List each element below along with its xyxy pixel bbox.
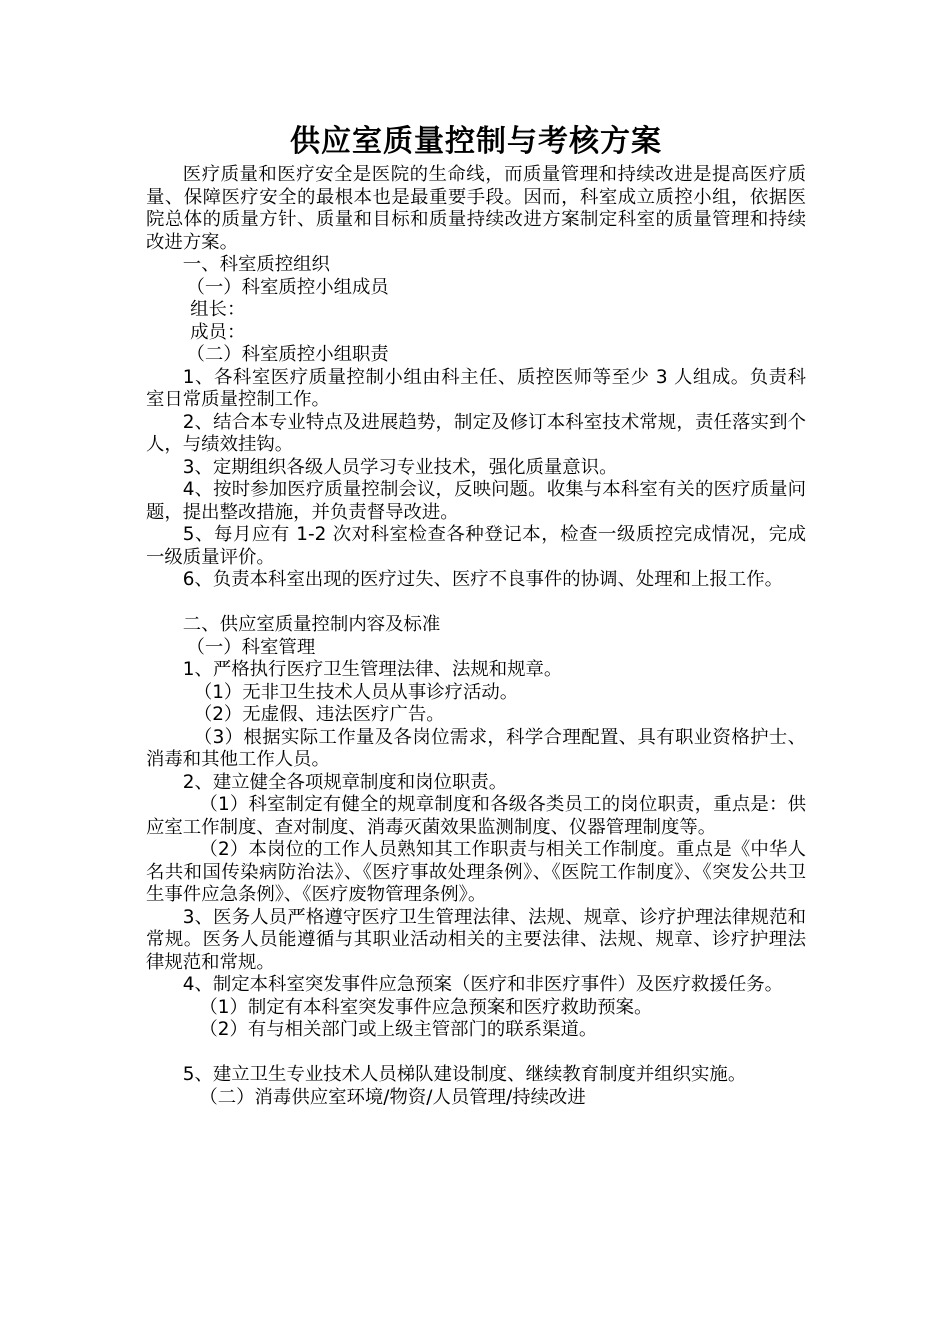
intro-paragraph: 医疗质量和医疗安全是医院的生命线，而质量管理和持续改进是提高医疗质量、保障医疗安全的最根本也是最重要手段。因而，科室成立质控小组，依据医院总体的质量方针、质量和目标和质量持续改进方案制定科室的质量管理和持续改进方案。 [146,164,806,253]
list-item: 4、按时参加医疗质量控制会议，反映问题。收集与本科室有关的医疗质量问题，提出整改措施，并负责督导改进。 [146,479,806,523]
list-item: 1、严格执行医疗卫生管理法律、法规和规章。 [182,659,563,680]
list-item: 6、负责本科室出现的医疗过失、医疗不良事件的协调、处理和上报工作。 [182,569,783,590]
group-leader-label: 组长： [190,299,246,320]
list-item: 5、每月应有 1-2 次对科室检查各种登记本，检查一级质控完成情况，完成一级质量评价。 [146,524,806,568]
sub-list-item: （2）本岗位的工作人员熟知其工作职责与相关工作制度。重点是《中华人名共和国传染病防治法》、《医疗事故处理条例》、《医院工作制度》、《突发公共卫生事件应急条例》、《医疗废物管理条例》。 [146,839,806,905]
sub-list-item: （3）根据实际工作量及各岗位需求，科学合理配置、具有职业资格护士、消毒和其他工作人员。 [146,726,806,770]
blank-line [146,592,806,615]
sub-list-item: （1）无非卫生技术人员从事诊疗活动。 [193,681,519,703]
list-item: 2、结合本专业特点及进展趋势，制定及修订本科室技术常规，责任落实到个人，与绩效挂钩。 [146,411,806,455]
list-item: 2、建立健全各项规章制度和岗位职责。 [182,771,508,793]
sub-list-item: （1）制定有本科室突发事件应急预案和医疗救助预案。 [199,996,653,1018]
section-heading: 一、科室质控组织 [182,254,330,275]
sub-list-item: （2）有与相关部门或上级主管部门的联系渠道。 [199,1019,598,1040]
sub-list-item: （1）科室制定有健全的规章制度和各级各类员工的岗位职责，重点是：供应室工作制度、查对制度、消毒灭菌效果监测制度、仪器管理制度等。 [146,794,806,838]
list-item: 5、建立卫生专业技术人员梯队建设制度、继续教育制度并组织实施。 [182,1064,747,1085]
section-heading: 二、供应室质量控制内容及标准 [182,614,441,635]
sub-list-item: （2）无虚假、违法医疗广告。 [193,704,445,725]
subsection-heading: （二）消毒供应室环境/物资/人员管理/持续改进 [199,1086,586,1108]
document-title: 供应室质量控制与考核方案 [290,124,662,159]
blank-line [146,1042,806,1065]
subsection-heading: （一）科室质控小组成员 [186,276,389,298]
list-item: 4、制定本科室突发事件应急预案（医疗和非医疗事件）及医疗救援任务。 [182,974,783,995]
subsection-heading: （二）科室质控小组职责 [186,344,389,365]
list-item: 1、各科室医疗质量控制小组由科主任、质控医师等至少 3 人组成。负责科室日常质量控制工作。 [146,366,806,410]
list-item: 3、医务人员严格遵守医疗卫生管理法律、法规、规章、诊疗护理法律规范和常规。医务人员能遵循与其职业活动相关的主要法律、法规、规章、诊疗护理法律规范和常规。 [146,906,806,973]
document-page [146,120,806,1109]
subsection-heading: （一）科室管理 [186,636,316,658]
group-members-label: 成员： [190,321,246,343]
list-item: 3、定期组织各级人员学习专业技术，强化质量意识。 [182,456,618,478]
